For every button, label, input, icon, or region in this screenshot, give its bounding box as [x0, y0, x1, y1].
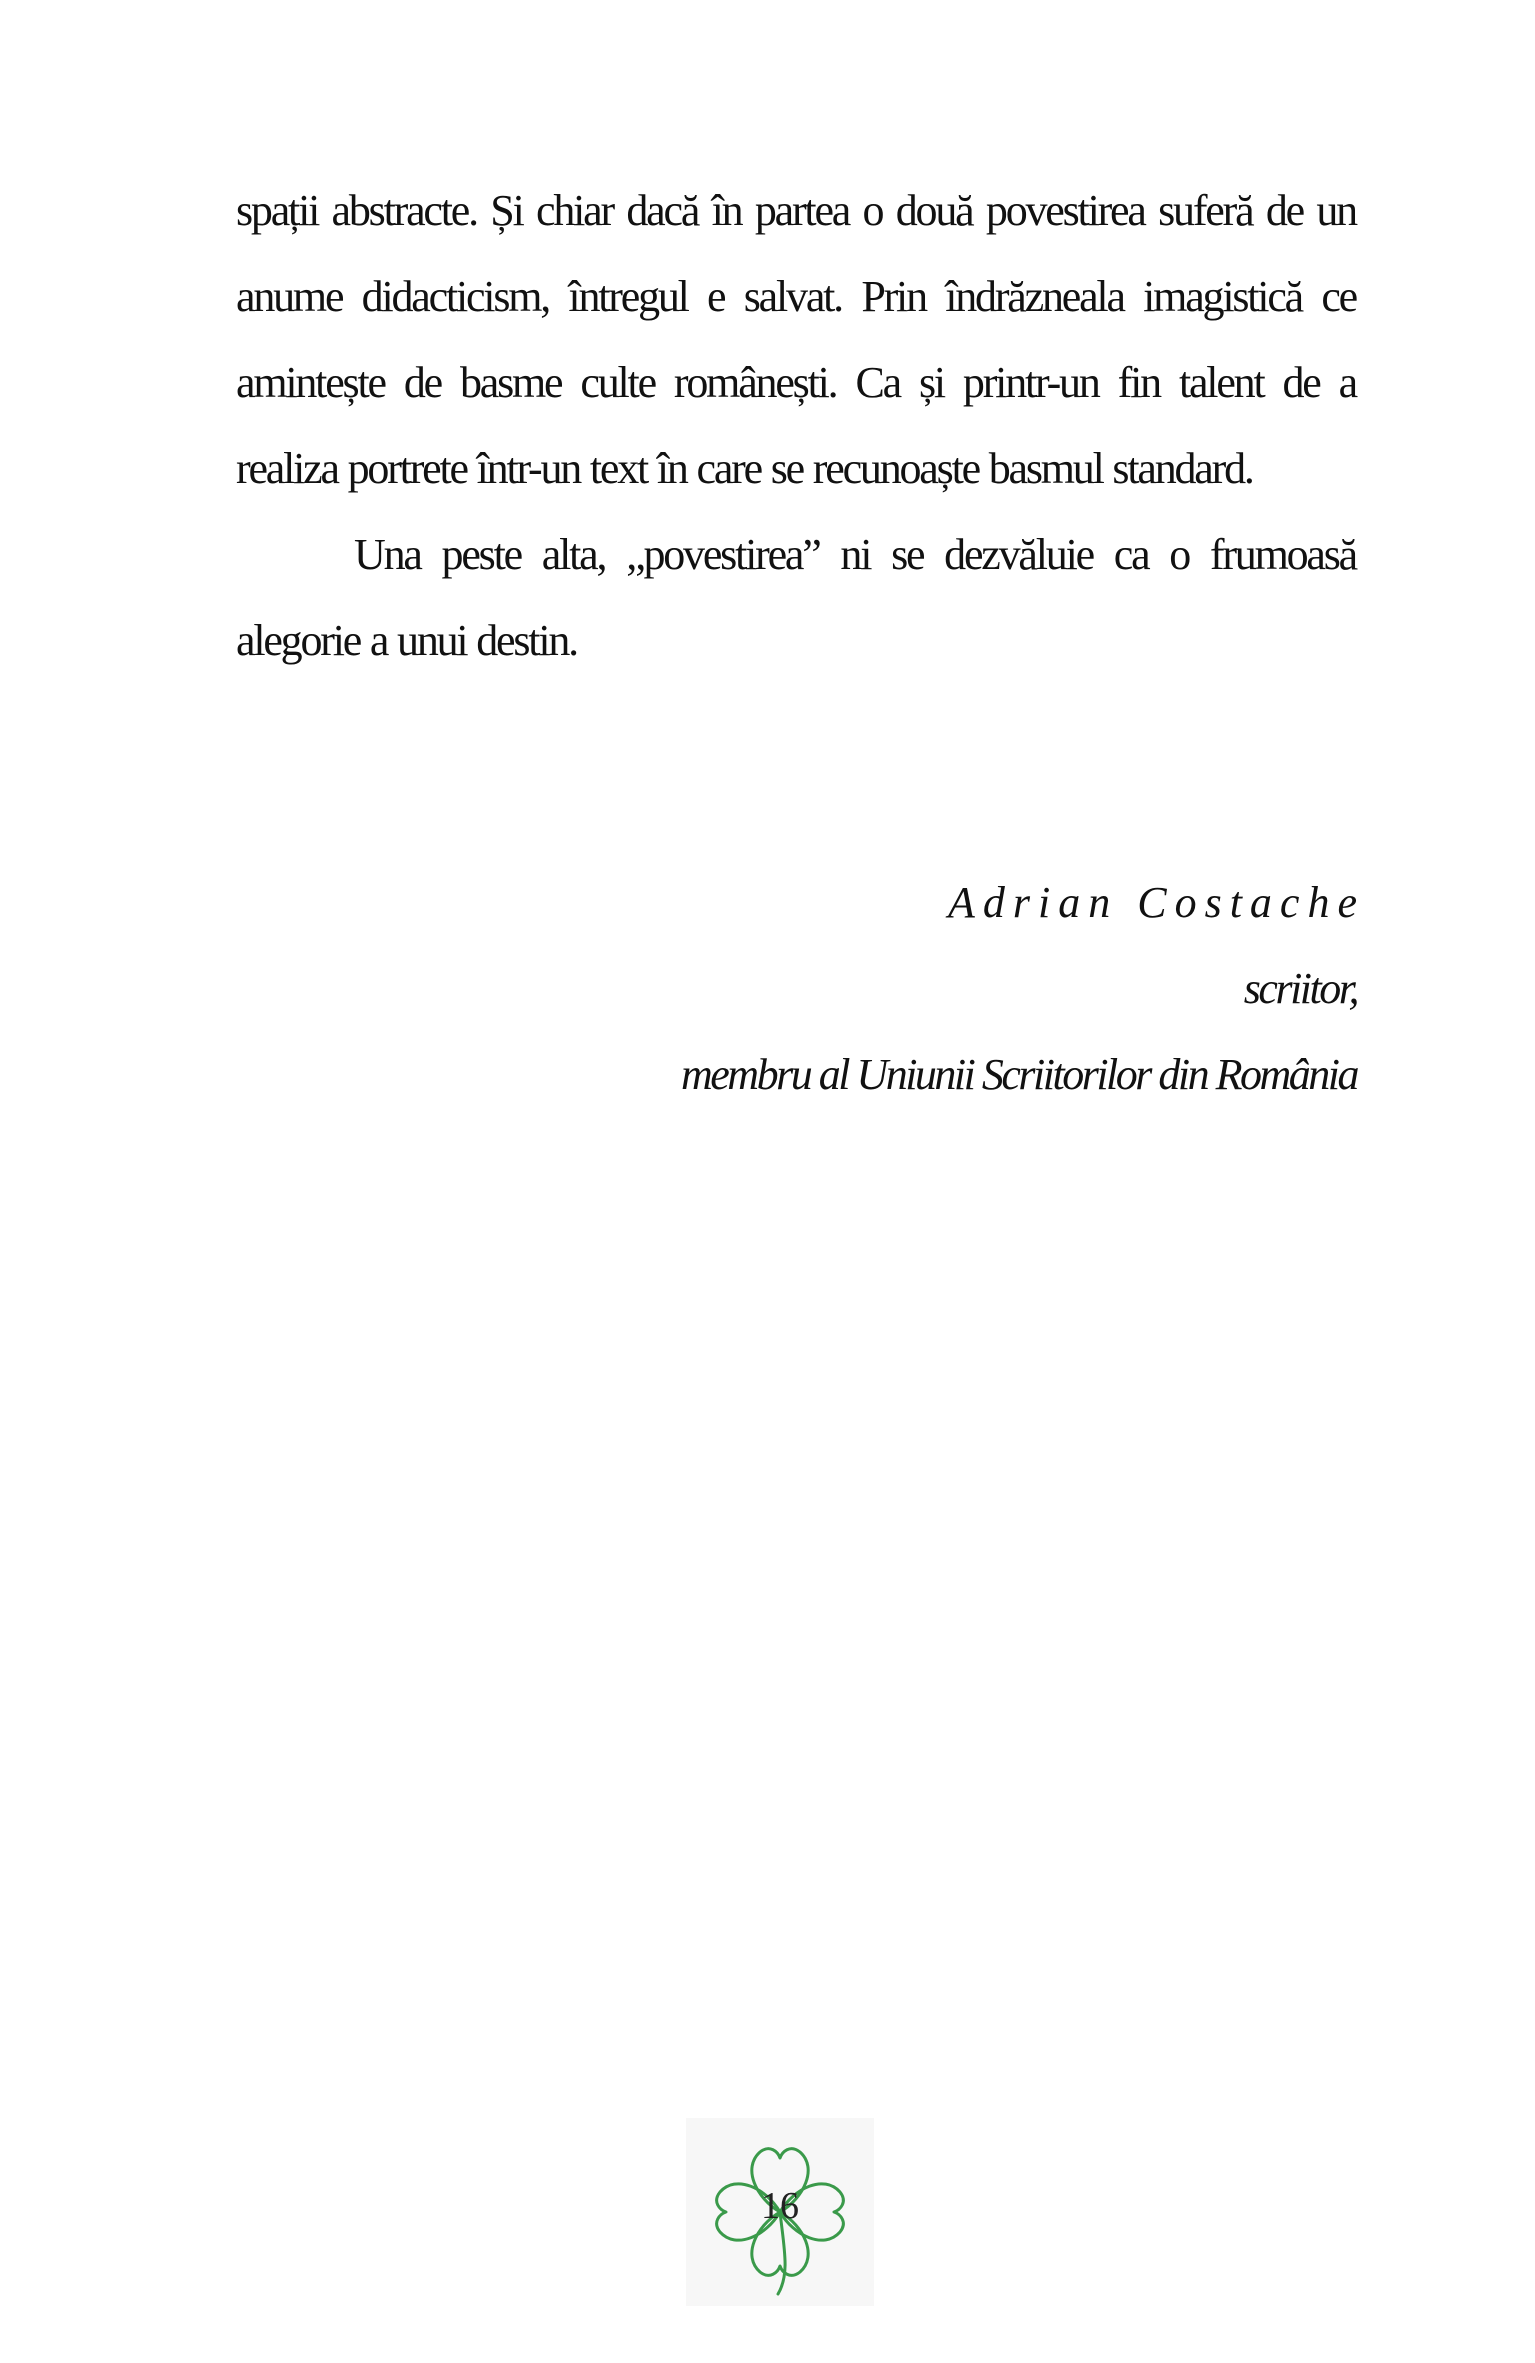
paragraph: spații abstracte. Și chiar dacă în partea o două povestirea suferă de un anume didacticism, întregul e salvat. Prin îndrăzneala imagistică ce amintește de basme culte românești. Ca și printr-un fin talent de a realiza portrete într-un text în care se recunoaște basmul standard. [236, 186, 1356, 493]
author-role: scriitor, [1243, 964, 1357, 1013]
page-number: 16 [761, 2185, 799, 2227]
author-name: Adrian Costache [948, 878, 1365, 927]
paragraph: Una peste alta, „povestirea” ni se dezvăluie ca o frumoasă alegorie a unui destin. [236, 530, 1356, 665]
body-text [236, 168, 1356, 684]
page-footer [686, 2118, 874, 2306]
author-affiliation: membru al Uniunii Scriitorilor din România [681, 1050, 1357, 1099]
author-signature [681, 860, 1365, 1118]
